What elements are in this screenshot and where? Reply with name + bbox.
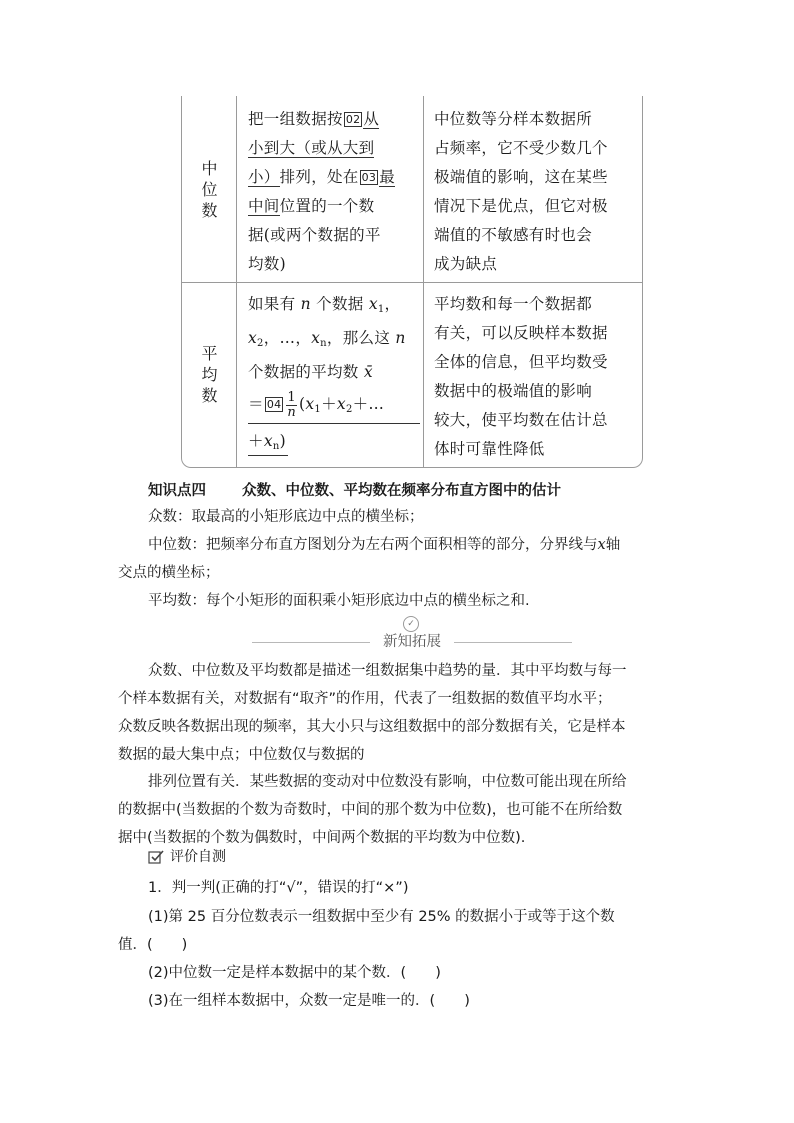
extension-line: 的数据中(当数据的个数为奇数时，中间的那个数为中位数)，也可能不在所给数	[118, 802, 623, 818]
mode-paragraph: 众数：取最高的小矩形底边中点的横坐标；	[148, 509, 424, 525]
statistics-table	[181, 96, 643, 468]
knowledge-point-heading	[148, 477, 648, 505]
feature-cell	[424, 96, 643, 282]
table-row-median	[182, 96, 642, 283]
definition-cell	[237, 96, 424, 282]
question-1-item-3: (3)在一组样本数据中，众数一定是唯一的．( )	[148, 993, 470, 1009]
answer-underline	[248, 455, 288, 456]
definition-text: 把一组数据按 02 从 小到大（或从大到 小）排列，处在 03 最 中间位置的一个数 据(或两个数据的平 均数)	[248, 110, 396, 273]
blank-box-02: 02	[345, 113, 361, 126]
extension-line: 数据的最大集中点；中位数仅与数据的	[118, 747, 365, 763]
extension-section-header	[252, 615, 572, 655]
extension-line: 个样本数据有关，对数据有“取齐”的作用，代表了一组数据的数值平均水平；	[118, 691, 612, 707]
extension-line: 据中(当数据的个数为偶数时，中间两个数据的平均数为中位数).	[118, 830, 526, 846]
extension-line: 众数、中位数及平均数都是描述一组数据集中趋势的量．其中平均数与每一	[148, 663, 627, 679]
feature-text: 中位数等分样本数据所 占频率，它不受少数几个 极端值的影响，这在某些 情况下是优点，但它对极 端值的不敏感有时也会 成为缺点	[434, 110, 608, 273]
row-label-median: 中 位 数	[201, 159, 218, 220]
mean-paragraph: 平均数：每个小矩形的面积乘小矩形底边中点的横坐标之和.	[148, 593, 530, 609]
definition-text: 如果有 n 个数据 $x_1$， $x_2$，…，$x_n$，那么这 n 个数据的平均数 x̄ ＝ 04 $\frac{1}{n}$ ($x_1+x_2+\dots$ $+x_n$)	[248, 295, 406, 452]
row-label-cell	[182, 283, 237, 468]
extension-line: 众数反映各数据出现的频率，其大小只与这组数据中的部分数据有关，它是样本	[118, 719, 626, 735]
question-1-item-1-line1: (1)第 25 百分位数表示一组数据中至少有 25% 的数据小于或等于这个数	[148, 909, 615, 925]
blank-box-03: 03	[361, 171, 377, 184]
extension-line: 排列位置有关．某些数据的变动对中位数没有影响，中位数可能出现在所给	[148, 774, 627, 790]
table-row-mean	[182, 283, 642, 468]
question-1-item-2: (2)中位数一定是样本数据中的某个数．( )	[148, 965, 441, 981]
knowledge-point-label: 知识点四	[148, 483, 206, 499]
answer-underline	[248, 423, 420, 424]
median-paragraph-line1: 中位数：把频率分布直方图划分为左右两个面积相等的部分，分界线与x轴	[148, 537, 621, 553]
extension-title: 新知拓展	[383, 634, 441, 650]
question-1-title: 1．判一判(正确的打“√”，错误的打“×”)	[148, 880, 409, 896]
row-label-cell	[182, 96, 237, 282]
median-paragraph-line2: 交点的横坐标；	[118, 565, 220, 581]
evaluation-label: 评价自测	[170, 849, 226, 865]
divider-line-right	[454, 642, 572, 643]
pencil-check-icon	[148, 849, 164, 865]
row-label-mean: 平 均 数	[201, 344, 218, 405]
question-1-item-1-line2: 值．( )	[118, 937, 188, 953]
fraction-one-over-n: $\frac{1}{n}$	[287, 389, 297, 420]
compass-icon: ✓	[403, 616, 419, 632]
knowledge-point-title: 众数、中位数、平均数在频率分布直方图中的估计	[242, 483, 561, 499]
feature-text: 平均数和每一个数据都 有关，可以反映样本数据 全体的信息，但平均数受 数据中的极端值的影响 较大，使平均数在估计总 体时可靠性降低	[434, 295, 608, 458]
blank-box-04: 04	[266, 398, 282, 411]
definition-cell	[237, 283, 424, 468]
feature-cell	[424, 283, 643, 468]
divider-line-left	[252, 642, 370, 643]
